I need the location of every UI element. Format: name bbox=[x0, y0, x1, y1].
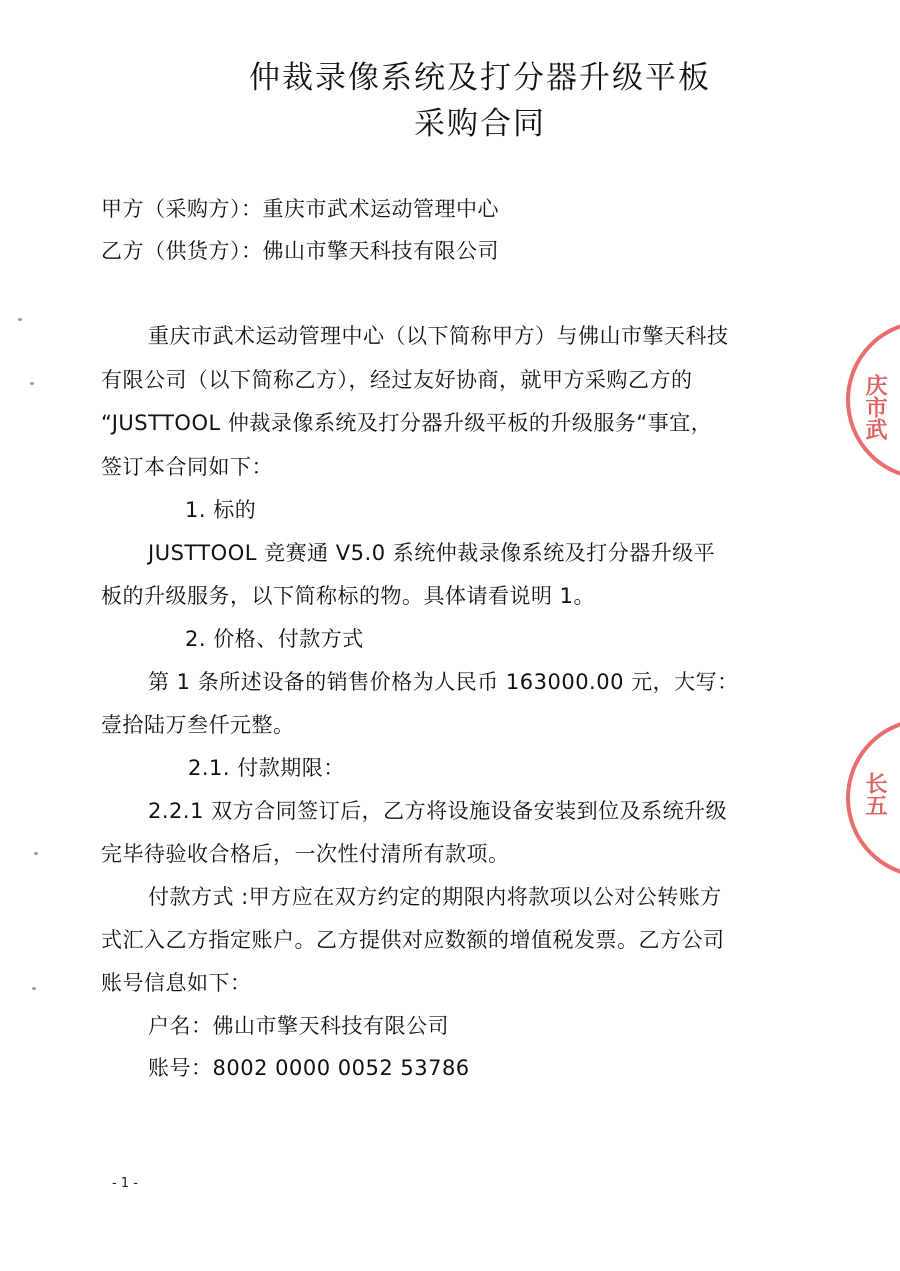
section-1-line-2: 板的升级服务，以下简称标的物。具体请看说明 1。 bbox=[101, 584, 596, 608]
seal-text-top: 庆市武 bbox=[862, 374, 888, 440]
intro-line-3: “JUSTTOOL 仲裁录像系统及打分器升级平板的升级服务“事宜， bbox=[101, 411, 713, 435]
seal-stamp-bottom bbox=[846, 718, 900, 878]
document-subtitle: 采购合同 bbox=[414, 106, 546, 142]
intro-line-2: 有限公司（以下简称乙方），经过友好协商，就甲方采购乙方的 bbox=[101, 368, 693, 392]
party-b: 乙方（供货方）：佛山市擎天科技有限公司 bbox=[101, 239, 499, 263]
payment-line-3: 账号信息如下： bbox=[101, 971, 252, 995]
section-2-line-1: 第 1 条所述设备的销售价格为人民币 163000.00 元，大写： bbox=[148, 670, 739, 694]
scan-speck bbox=[18, 318, 22, 321]
scan-speck bbox=[32, 987, 36, 990]
section-2-1-line-2: 完毕待验收合格后，一次性付清所有款项。 bbox=[101, 842, 510, 866]
scan-speck bbox=[34, 852, 38, 855]
section-1-line-1: JUSTTOOL 竞赛通 V5.0 系统仲裁录像系统及打分器升级平 bbox=[148, 541, 716, 565]
page-number: - 1 - bbox=[112, 1176, 138, 1191]
seal-text-bottom: 长五 bbox=[862, 772, 888, 816]
party-a: 甲方（采购方）：重庆市武术运动管理中心 bbox=[101, 197, 499, 221]
payment-line-1: 付款方式 :甲方应在双方约定的期限内将款项以公对公转账方 bbox=[148, 885, 722, 909]
section-2-1-line-1: 2.2.1 双方合同签订后，乙方将设施设备安装到位及系统升级 bbox=[148, 799, 728, 823]
section-2-1-heading: 2.1. 付款期限： bbox=[188, 756, 345, 780]
payment-line-2: 式汇入乙方指定账户。乙方提供对应数额的增值税发票。乙方公司 bbox=[101, 928, 725, 952]
account-name: 户名：佛山市擎天科技有限公司 bbox=[148, 1014, 449, 1038]
intro-line-4: 签订本合同如下： bbox=[101, 455, 273, 479]
document-title: 仲裁录像系统及打分器升级平板 bbox=[249, 60, 711, 96]
section-2-heading: 2. 价格、付款方式 bbox=[185, 627, 364, 651]
section-2-line-2: 壹拾陆万叁仟元整。 bbox=[101, 713, 295, 737]
section-1-heading: 1. 标的 bbox=[185, 498, 257, 522]
intro-line-1: 重庆市武术运动管理中心（以下简称甲方）与佛山市擎天科技 bbox=[148, 324, 729, 348]
account-number: 账号：8002 0000 0052 53786 bbox=[148, 1056, 470, 1080]
seal-stamp-top bbox=[846, 320, 900, 480]
scan-speck bbox=[30, 382, 34, 385]
